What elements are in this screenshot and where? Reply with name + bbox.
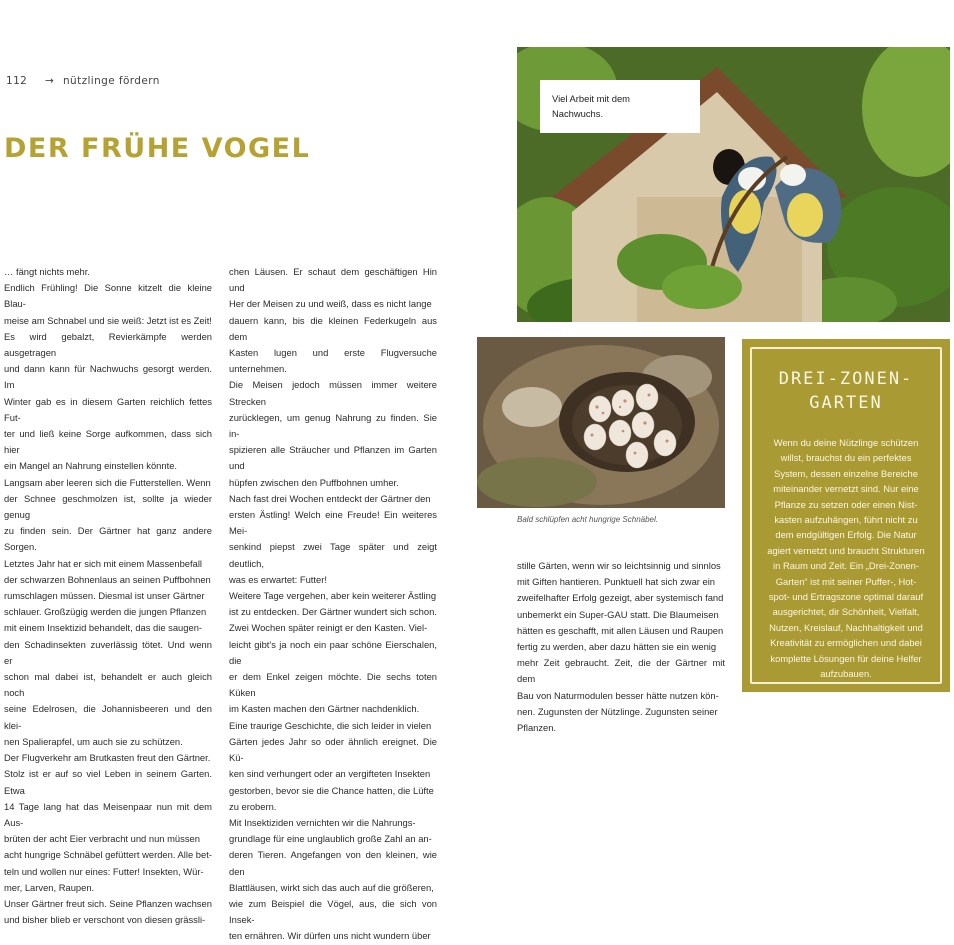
text-line: im Kasten machen den Gärtner nachdenklich.: [229, 703, 420, 715]
text-line: leicht gibt's ja noch ein paar schöne Eierschalen, die: [229, 638, 437, 666]
photo-callout: [540, 80, 700, 133]
text-line: nen. Zugunsten der Nützlinge. Zugunsten seiner: [517, 705, 718, 717]
text-line: hüpfen zwischen den Puffbohnen umher.: [229, 476, 399, 488]
info-line: willst, brauchst du ein perfektes: [780, 452, 912, 464]
callout-line: Nachwuchs.: [552, 108, 604, 119]
text-line: Der Flugverkehr am Brutkasten freut den Gärtner.: [4, 752, 211, 764]
text-line: chen Läusen. Er schaut dem geschäftigen Hin und: [229, 266, 437, 294]
text-line: Weitere Tage vergehen, aber kein weiterer Ästling: [229, 590, 437, 602]
text-line: ersten Ästling! Welch eine Freude! Ein weiteres Mei-: [229, 509, 437, 537]
text-line: meise am Schnabel und sie weiß: Jetzt ist es Zeit!: [4, 314, 212, 326]
info-line: in Raum und Zeit. Ein „Drei-Zonen-: [773, 560, 919, 572]
info-line: Pflanze zu setzen oder einen Nist-: [774, 498, 918, 510]
text-line: Winter gab es in diesem Garten reichlich fettes Fut-: [4, 395, 212, 423]
text-line: und bisher blieb er verschont von diesen grässli-: [4, 914, 206, 926]
info-line: spot- und Ertragszone optimal darauf: [768, 591, 924, 603]
text-line: hätten es geschafft, mit allen Läusen und Raupen: [517, 624, 724, 636]
text-line: der schwarzen Bohnenlaus an seinen Puffbohnen: [4, 573, 211, 585]
text-line: schon mal dabei ist, behandelt er auch gleich noch: [4, 671, 212, 699]
text-line: … fängt nichts mehr.: [4, 266, 90, 277]
text-column-2: [229, 264, 437, 945]
callout-line: Viel Arbeit mit dem: [552, 93, 630, 104]
info-line: ausgerichtet, dir Schönheit, Vielfalt,: [772, 606, 920, 618]
text-line: Unser Gärtner freut sich. Seine Pflanzen wachsen: [4, 897, 212, 909]
info-box-title-line: DREI-ZONEN-: [778, 369, 914, 389]
text-line: wie zum Beispiel die Vögel, aus, die sich von Insek-: [229, 897, 437, 926]
info-box-text: [762, 435, 930, 682]
info-line: Kreativität zu ermöglichen und dabei: [770, 637, 922, 649]
photo-caption: Bald schlüpfen acht hungrige Schnäbel.: [517, 515, 658, 524]
text-line: schlauer. Großzügig werden die jungen Pflanzen: [4, 606, 207, 618]
text-line: grundlage für eine unglaublich große Zahl an an-: [229, 833, 432, 845]
text-line: mit einem Insektizid behandelt, das die saugen-: [4, 622, 203, 634]
info-line: miteinander vernetzt sind. Nur eine: [773, 483, 919, 495]
nest-with-eggs-illustration: [477, 337, 725, 508]
text-line: fertig zu werden, aber dazu hätten sie ein wenig: [517, 641, 717, 653]
text-line: Eine traurige Geschichte, die sich leider in vielen: [229, 719, 432, 731]
text-line: rumschlagen müssen. Diesmal ist unser Gärtner: [4, 590, 205, 602]
section-label: nützlinge fördern: [62, 75, 160, 87]
text-line: spizieren alle Sträucher und Pflanzen im Garten und: [229, 444, 437, 472]
arrow-icon: →: [45, 75, 55, 87]
text-column-1: [4, 264, 212, 928]
text-line: Es wird gebalzt, Revierkämpfe werden ausgetragen: [4, 330, 212, 359]
info-line: Wenn du deine Nützlinge schützen: [773, 437, 919, 448]
text-line: ter und ließ keine Sorge aufkommen, dass sich hier: [4, 428, 212, 456]
page-header: [6, 75, 160, 87]
text-line: Pflanzen.: [517, 722, 557, 734]
text-line: stille Gärten, wenn wir so leichtsinnig und sinnlos: [517, 560, 721, 571]
page-number: 112: [6, 75, 28, 87]
text-line: Her der Meisen zu und weiß, dass es nicht lange: [229, 298, 432, 310]
text-line: mit Giften hantieren. Punktuell hat sich zwar ein: [517, 576, 716, 588]
text-line: zurücklegen, um genug Nahrung zu finden. Sie in-: [229, 411, 437, 440]
text-line: gestorben, bevor sie die Chance hatten, die Lüfte: [229, 784, 434, 796]
text-line: deren Tieren. Angefangen von den kleinen, wie den: [229, 849, 437, 877]
text-line: der Schnee geschmolzen ist, sollte ja wieder genug: [4, 492, 212, 521]
info-line: agiert vernetzt und braucht Strukturen: [767, 544, 925, 556]
text-line: zu erobern.: [229, 800, 277, 812]
nest-eggs-photo: [477, 337, 725, 508]
info-box-title: [742, 367, 950, 415]
text-line: ten ernähren. Wir dürfen uns nicht wundern über: [229, 930, 431, 942]
text-line: acht hungrige Schnäbel gefüttert werden. Alle bet-: [4, 849, 212, 861]
text-line: er dem Enkel zeigen möchte. Die sechs toten Küken: [229, 671, 437, 699]
text-line: zu finden sein. Der Gärtner hat ganz andere Sorgen.: [4, 525, 212, 553]
text-line: Langsam aber leeren sich die Futterstellen. Wenn: [4, 476, 211, 488]
text-line: ist zu entdecken. Der Gärtner wundert sich schon.: [229, 606, 437, 618]
text-line: teln und wollen nur eines: Futter! Insekten, Wür-: [4, 865, 204, 877]
info-box: [742, 339, 950, 692]
text-line: 14 Tage lang hat das Meisenpaar nun mit dem Aus-: [4, 800, 212, 828]
text-line: seine Edelrosen, die Johannisbeeren und den klei-: [4, 703, 212, 731]
info-box-title-line: GARTEN: [809, 393, 883, 413]
text-line: dauern kann, bis die kleinen Federkugeln aus dem: [229, 314, 437, 342]
text-line: Nach fast drei Wochen entdeckt der Gärtner den: [229, 492, 431, 504]
text-line: Blattläusen, wirkt sich das auch auf die größeren,: [229, 881, 434, 893]
text-line: Zwei Wochen später reinigt er den Kasten. Viel-: [229, 622, 428, 634]
text-line: Endlich Frühling! Die Sonne kitzelt die kleine Blau-: [4, 282, 212, 310]
info-line: komplette Lösungen für deine Helfer: [770, 652, 922, 664]
text-line: ken sind verhungert oder an vergifteten Insekten: [229, 768, 431, 780]
text-line: senkind piepst zwei Tage später und zeigt deutlich,: [229, 541, 437, 569]
text-line: unbemerkt ein Super-GAU statt. Die Blaumeisen: [517, 608, 719, 620]
text-line: nen Spalierapfel, um auch sie zu schützen.: [4, 735, 183, 747]
text-line: Stolz ist er auf so viel Leben in seinem Garten. Etwa: [4, 768, 212, 796]
text-line: brüten der acht Eier verbracht und nun müssen: [4, 833, 200, 845]
chapter-title: DER FRÜHE VOGEL: [4, 133, 311, 164]
text-line: mehr Zeit gebraucht. Zeit, die der Gärtner mit dem: [517, 657, 725, 685]
text-column-3: [517, 558, 725, 736]
info-line: System, dessen einzelne Bereiche: [774, 467, 918, 479]
text-line: zweifelhafter Erfolg gezeigt, aber systemisch fand: [517, 592, 724, 604]
text-line: mer, Larven, Raupen.: [4, 881, 95, 893]
text-line: Mit Insektiziden vernichten wir die Nahrungs-: [229, 816, 416, 828]
info-line: Nutzen, Kreislauf, Nachhaltigkeit und: [769, 621, 923, 633]
info-line: dem endgültigen Erfolg. Die Natur: [775, 529, 917, 541]
text-line: Letztes Jahr hat er sich mit einem Massenbefall: [4, 557, 203, 569]
text-line: und dann kann für Nachwuchs gesorgt werden. Im: [4, 363, 212, 391]
text-line: Bau von Naturmodulen besser hätte nutzen kön-: [517, 689, 719, 701]
text-line: den Schadinsekten zuverlässig tötet. Und wenn er: [4, 638, 212, 666]
text-line: Kasten lugen und erste Flugversuche unternehmen.: [229, 347, 437, 375]
text-line: Die Meisen jedoch müssen immer weitere Strecken: [229, 379, 437, 407]
info-line: kasten aufzuhängen, führt nicht zu: [774, 514, 918, 526]
text-line: Gärten jedes Jahr so oder ähnlich ereignet. Die Kü-: [229, 735, 437, 764]
text-line: was es erwartet: Futter!: [229, 573, 327, 585]
info-line: Garten“ ist mit seiner Puffer-, Hot-: [775, 575, 917, 587]
text-line: ein Mangel an Nahrung einstellen könnte.: [4, 460, 178, 472]
info-line: aufzubauen.: [820, 668, 872, 680]
